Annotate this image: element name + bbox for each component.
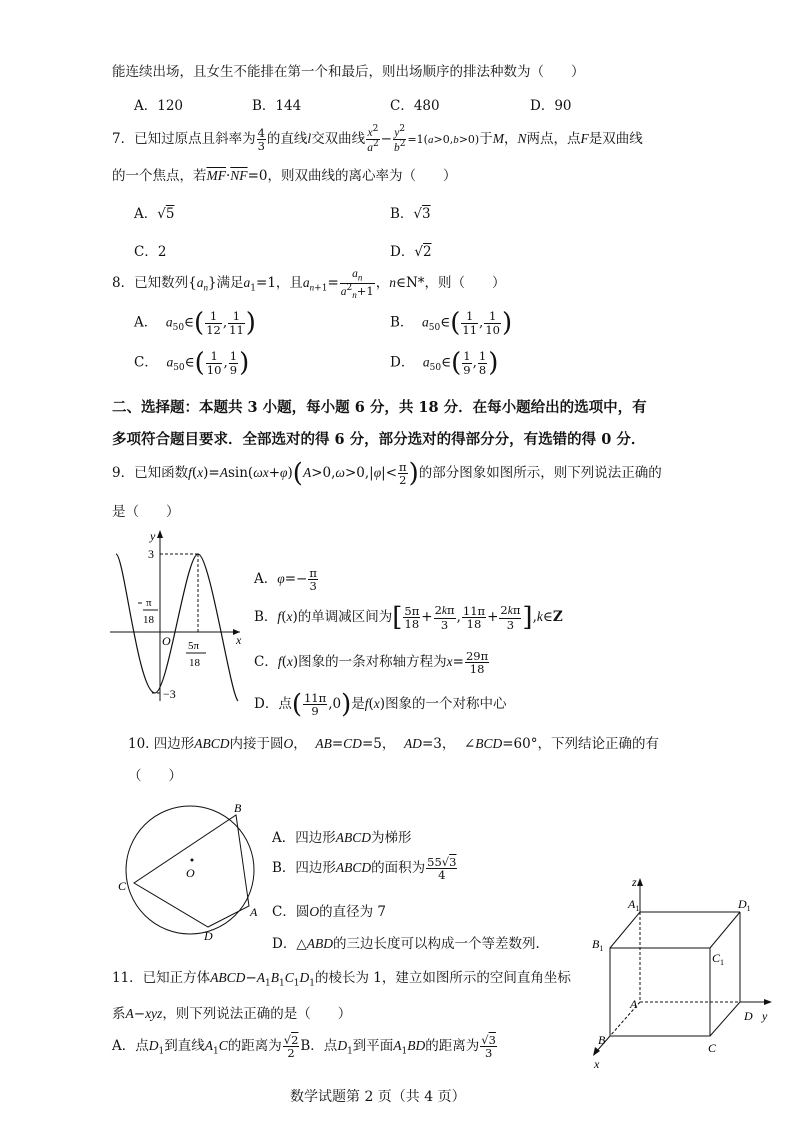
q9-option-a[interactable]: A．φ=− $\frac{\pi}{3}$ [254,565,317,593]
q8-option-a[interactable]: A． $a_{50}\in$( $\frac{1}{12}$ , $\frac{1}{11}$ ) [134,308,256,338]
q9-option-b[interactable]: B．f(x)的单调减区间为[ $\frac{5\pi}{18}$ + $\frac{2k\pi}{3}$ , $\frac{11\pi}{18}$ + $\frac{2k\pi}{3}$ ],k∈Z [254,602,563,633]
section2-line2: 多项符合题目要求．全部选对的得 6 分，部分选对的得部分分，有选错的得 0 分． [112,431,646,448]
q9-line2: 是（ ） [112,504,180,520]
q8-option-d[interactable]: D． $a_{50}\in$( $\frac{1}{9}$ , $\frac{1}{8}$ ) [390,348,499,378]
q6-option-a[interactable]: A．120 [134,98,184,114]
q11-line2: 系A−xyz，则下列说法正确的是（ ） [112,1006,352,1022]
page-footer: 数学试题第 2 页（共 4 页） [290,1089,466,1105]
q9-stem: 9．已知函数f(x)=Asin(ωx+φ)(A>0,ω>0,|φ|< $\frac{\pi}{2}$ )的部分图象如图所示，则下列说法正确的 [112,458,662,489]
q10-option-c[interactable]: C．圆O的直径为 7 [272,904,386,920]
q11-label-z: z [632,875,637,889]
q10-figure [112,798,272,943]
q11-edge-b1a1 [610,912,640,948]
q9-option-d[interactable]: D．点( $\frac{11\pi}{9}$ ,0)是f(x)图象的一个对称中心 [254,689,507,720]
q9-top-label: 3 [148,547,154,561]
q10-label-o: O [186,866,195,880]
q7-stem: 7．已知过原点且斜率为 $\frac{4}{3}$ 的直线l交双曲线 $\frac{x^2}{a^2}$ − $\frac{y^2}{b^2}$ =1(a>0,b>0)于M，N两点，点F是双曲线 [112,124,643,154]
q11-label-c1: $C_1$ [712,951,725,967]
q6-option-b[interactable]: B．144 [252,98,302,114]
q6-stem: 能连续出场，且女生不能排在第一个和最后，则出场顺序的排法种数为（ ） [112,64,585,80]
q11-cube-front [610,948,710,1036]
q7-option-d[interactable]: D．√2 [390,244,432,260]
q10-option-b[interactable]: B．四边形ABCD的面积为 $\frac{55√3}{4}$ [272,854,457,882]
q9-graph [108,526,248,706]
q9-right-den: 18 [189,657,200,669]
q11-edge-c1d1 [710,912,740,948]
q11-label-d: D [744,1009,753,1023]
q11-label-b: B [598,1033,606,1047]
q10-option-a[interactable]: A．四边形ABCD为梯形 [272,830,412,846]
q10-line2: （ ） [128,768,182,784]
q11-label-a1: $A_1$ [628,897,640,913]
q7-option-b[interactable]: B．√3 [390,206,431,222]
q11-label-a: A [630,997,638,1011]
q11-label-d1: $D_1$ [738,897,751,913]
q8-option-c[interactable]: C． $a_{50}\in$( $\frac{1}{10}$ , $\frac{1}{9}$ ) [134,348,250,378]
q8-option-b[interactable]: B． $a_{50}\in$( $\frac{1}{11}$ , $\frac{1}{10}$ ) [390,308,513,338]
q7-line2: 的一个焦点，若$\overline{MF}\cdot\overline{NF}=0$，则双曲线的离心率为（ ） [112,168,457,184]
q10-option-d[interactable]: D．△ABD的三边长度可以构成一个等差数列. [272,936,540,952]
q9-option-c[interactable]: C．f(x)图象的一条对称轴方程为x= $\frac{29\pi}{18}$ [254,648,489,676]
q9-y-arrow-icon [157,530,163,538]
section2-line1: 二、选择题：本题共 3 小题，每小题 6 分，共 18 分．在每小题给出的选项中，有 [112,399,647,416]
q7-option-a[interactable]: A．√5 [134,206,175,222]
q11-edge-dc [710,1002,740,1036]
q6-option-d[interactable]: D．90 [530,98,572,114]
q8-stem: 8．已知数列$\{a_n\}$满足$a_1=1$，且$a_{n+1}=$ $\frac{a_n}{a^2_n+1}$ ，n∈N*，则（ ） [112,267,506,300]
q9-x-label: x [236,633,242,647]
q10-label-d: D [204,929,213,943]
q9-left-den: 18 [143,614,154,626]
q11-label-c: C [708,1041,717,1055]
q10-stem: 10. 四边形ABCD内接于圆O， AB=CD=5， AD=3， ∠BCD=60°，下列结论正确的有 [128,736,659,752]
q6-option-c[interactable]: C．480 [390,98,440,114]
q11-cube-figure [580,872,780,1072]
q10-label-a: A [250,905,258,919]
q11-label-b1: $B_1$ [592,937,604,953]
q11-option-a[interactable]: A．点$D_1$到直线$A_1C$的距离为 $\frac{√2}{2}$ [112,1032,299,1060]
q10-center-dot [191,859,194,862]
q11-label-y: y [762,1009,768,1023]
q9-bottom-label: −3 [163,687,176,701]
q9-y-label: y [150,529,156,543]
q9-right-num: 5π [188,640,200,652]
q9-left-num: π [146,597,152,609]
q11-label-x: x [594,1057,600,1071]
q11-z-arrow-icon [637,878,643,886]
q11-y-arrow-icon [764,999,772,1005]
q11-options-ab [112,1030,498,1068]
q11-stem: 11．已知正方体$ABCD-A_1B_1C_1D_1$的棱长为 1，建立如图所示的空间直角坐标 [112,970,571,989]
q9-origin-label: O [162,634,171,648]
q9-curve [116,554,238,701]
q11-option-b[interactable]: B．点$D_1$到平面$A_1BD$的距离为 $\frac{√3}{3}$ [300,1032,496,1060]
q10-label-b: B [234,801,242,815]
q7-option-c[interactable]: C．2 [134,244,167,260]
q10-label-c: C [118,879,127,893]
